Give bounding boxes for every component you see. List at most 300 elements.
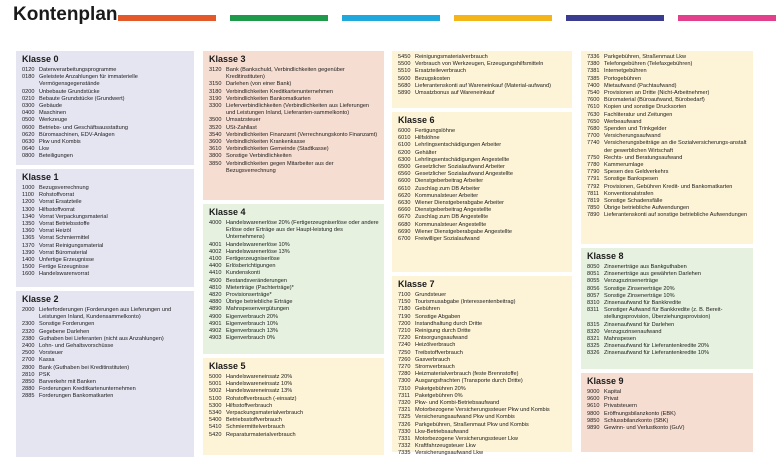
- account-name: Schmiermittelverbrauch: [226, 424, 285, 431]
- account-row: [209, 285, 379, 292]
- account-name: Mahnspesen: [604, 336, 637, 343]
- account-name: Mieterträge (Pachterträge)*: [226, 284, 294, 291]
- account-name: Wiener Dienstgeberabgabe Angestellte: [415, 228, 513, 235]
- account-number: 8315: [587, 321, 600, 328]
- account-number: 3600: [209, 139, 222, 146]
- account-number: 1300: [22, 206, 35, 213]
- account-row: [398, 342, 567, 349]
- account-row: [398, 350, 567, 357]
- account-number: 4500: [209, 277, 222, 284]
- account-name: Internetgebühren: [604, 68, 647, 75]
- account-number: 4001: [209, 241, 222, 248]
- account-row: [209, 410, 379, 417]
- account-name: Kommunalsteuer Angestellte: [415, 221, 487, 228]
- account-number: 7790: [587, 169, 600, 176]
- account-number: 1365: [22, 235, 35, 242]
- account-row: [587, 68, 748, 75]
- account-number: 4100: [209, 256, 222, 263]
- account-number: 5420: [209, 431, 222, 438]
- account-number: 5100: [209, 395, 222, 402]
- account-number: 3520: [209, 124, 222, 131]
- account-name: Verbindlichkeiten gegen Mitarbeiter aus der Bezugsverrechnung: [226, 160, 334, 174]
- account-name: Forderungen Kreditkartenunternehmen: [39, 386, 136, 393]
- account-row: [587, 119, 748, 126]
- account-name: Sonstiger Aufwand für Bankkredite (z. B. Bereit-stellungsprovision, Überziehungsprovision): [604, 307, 723, 321]
- account-class-title: Klasse 8: [587, 251, 624, 261]
- account-row: [398, 429, 567, 436]
- account-number: 7650: [587, 118, 600, 125]
- account-number: 6000: [398, 128, 411, 134]
- account-number: 0210: [22, 95, 35, 102]
- account-number: 9890: [587, 425, 600, 432]
- account-number: 6010: [398, 135, 411, 142]
- account-row: [22, 214, 189, 221]
- account-row: [398, 314, 567, 321]
- account-row: [22, 321, 189, 328]
- account-name: Reinigung durch Dritte: [415, 328, 471, 335]
- account-number: 4880: [209, 299, 222, 306]
- account-number: 7260: [398, 356, 411, 363]
- account-name: Zinsenaufwand für Darlehen: [604, 321, 675, 328]
- account-name: Büromaterial (Büroaufwand, Bürobedarf): [604, 97, 705, 104]
- account-name: Vorrat Verpackungsmaterial: [39, 213, 108, 220]
- account-name: Paketgebühren 20%: [415, 385, 466, 392]
- account-name: Sonstige Verbindlichkeiten: [226, 153, 292, 160]
- account-number: 5890: [398, 90, 411, 97]
- account-class-title: Klasse 7: [398, 279, 435, 289]
- account-name: Zuschlag zum DB Angestellte: [415, 214, 489, 221]
- account-row: [398, 76, 567, 83]
- account-number: 3190: [209, 95, 222, 102]
- account-number: 7380: [587, 61, 600, 68]
- account-name: Vorrat Schmiermittel: [39, 235, 90, 242]
- account-number: 7600: [587, 97, 600, 104]
- account-number: 7250: [398, 349, 411, 356]
- account-row: [209, 328, 379, 335]
- account-row: [209, 403, 379, 410]
- account-number: 5680: [398, 82, 411, 89]
- account-column: [581, 51, 753, 456]
- account-name: Handelswarenerlöse 13%: [226, 248, 290, 255]
- account-name: Kapital: [604, 389, 622, 395]
- account-name: Hilfsstoffvorrat: [39, 206, 75, 213]
- account-row: [398, 178, 567, 185]
- account-row: [22, 264, 189, 271]
- account-class-title: Klasse 3: [209, 54, 246, 64]
- account-row: [398, 171, 567, 178]
- account-number: 5500: [398, 61, 411, 68]
- account-row: [22, 365, 189, 372]
- account-row: [22, 393, 189, 400]
- account-name: Zinsenaufwand für Lieferantenkredite 20%: [604, 343, 710, 350]
- account-row: [22, 132, 189, 139]
- account-name: Darlehen (von einer Bank): [226, 81, 292, 88]
- account-number: 2500: [22, 350, 35, 357]
- account-name: Werbeaufwand: [604, 118, 642, 125]
- account-row: [398, 321, 567, 328]
- account-row: [209, 125, 379, 132]
- account-name: Eigenverbrauch 20%: [226, 313, 278, 320]
- account-name: Kammerumlage: [604, 162, 644, 169]
- account-number: 7310: [398, 385, 411, 392]
- account-name: Hilfsstoffverbrauch: [226, 402, 273, 409]
- account-name: Betriebsstoffverbrauch: [226, 417, 282, 424]
- account-name: Sonstige Forderungen: [39, 321, 95, 328]
- account-number: 7280: [398, 371, 411, 378]
- account-class-title: Klasse 2: [22, 294, 59, 304]
- account-name: Lieferantenskonti auf sonstige betriebliche Aufwendungen: [604, 212, 748, 219]
- color-stripe: [118, 15, 216, 21]
- account-name: Handelswarenerlöse 10%: [226, 241, 290, 248]
- account-number: 2380: [22, 335, 35, 342]
- account-number: 0640: [22, 146, 35, 153]
- account-row: [398, 335, 567, 342]
- account-number: 4002: [209, 248, 222, 255]
- account-name: Werkzeuge: [39, 117, 68, 124]
- account-name: Beteiligungen: [39, 153, 73, 160]
- account-row: [587, 97, 748, 104]
- account-name: Dienstgeberbeitrag Arbeiter: [415, 178, 484, 185]
- account-row: [209, 335, 379, 342]
- account-row: [398, 83, 567, 90]
- account-column: [392, 51, 572, 456]
- account-row: [398, 393, 567, 400]
- account-name: Vorrat Reinigungsmaterial: [39, 242, 104, 249]
- account-name: Barverkehr mit Banken: [39, 379, 96, 386]
- account-name: Fachliteratur und Zeitungen: [604, 111, 673, 118]
- account-name: Fertigerzeugniserlöse: [226, 256, 280, 263]
- account-number: 6200: [398, 149, 411, 156]
- account-name: Heizmaterialverbrauch (feste Brennstoffe): [415, 371, 519, 378]
- account-row: [22, 185, 189, 192]
- account-row: [398, 364, 567, 371]
- account-row: [209, 242, 379, 249]
- account-row: [587, 104, 748, 111]
- account-row: [209, 139, 379, 146]
- account-name: Hilfslöhne: [415, 135, 440, 142]
- account-number: 1600: [22, 271, 35, 278]
- account-name: Verbindlichkeiten Bankomatkarten: [226, 95, 311, 102]
- account-name: Wiener Dienstgeberabgabe Arbeiter: [415, 200, 504, 207]
- account-row: [587, 396, 748, 403]
- account-name: Kundenskonti: [226, 270, 260, 277]
- account-row: [209, 417, 379, 424]
- account-number: 0120: [22, 67, 35, 73]
- account-row: [22, 307, 189, 321]
- account-row: [587, 336, 748, 343]
- account-name: Versicherungsbeiträge an die Sozialversicherungs-anstalt der gewerblichen Wirtschaft: [604, 140, 747, 154]
- account-number: 7680: [587, 126, 600, 133]
- account-number: 8055: [587, 278, 600, 285]
- account-name: Portogebühren: [604, 75, 642, 82]
- account-number: 3150: [209, 81, 222, 88]
- account-row: [22, 125, 189, 132]
- account-row: [22, 67, 189, 74]
- account-row: [22, 110, 189, 117]
- account-number: 4903: [209, 335, 222, 342]
- account-name: Zinsenerträge aus gewährten Darlehen: [604, 271, 702, 278]
- account-name: Telefongebühren (Telefaxgebühren): [604, 61, 693, 68]
- account-number: 4890: [209, 306, 222, 313]
- account-row: [209, 278, 379, 285]
- account-number: 5340: [209, 410, 222, 417]
- account-name: Datenverarbeitungsprogramme: [39, 67, 117, 73]
- account-number: 7400: [587, 82, 600, 89]
- account-number: 8321: [587, 336, 600, 343]
- account-row: [587, 54, 748, 61]
- account-row: [587, 322, 748, 329]
- account-name: Bank (Guthaben bei Kreditinstituten): [39, 364, 130, 371]
- account-number: 8326: [587, 350, 600, 357]
- account-number: 9600: [587, 396, 600, 403]
- account-row: [587, 278, 748, 285]
- account-number: 7300: [398, 378, 411, 385]
- account-name: Tourismusabgabe (Interessentenbeitrag): [415, 299, 516, 306]
- account-number: 7320: [398, 400, 411, 407]
- account-row: [22, 153, 189, 160]
- account-row: [398, 150, 567, 157]
- account-name: Übrige betriebliche Aufwendungen: [604, 205, 690, 212]
- account-column: [16, 51, 194, 461]
- account-name: Unfertige Erzeugnisse: [39, 257, 95, 264]
- account-name: Gesetzlicher Sozialaufwand Arbeiter: [415, 164, 505, 171]
- account-name: Gebühren: [415, 306, 440, 313]
- account-number: 4820: [209, 292, 222, 299]
- account-number: 0500: [22, 117, 35, 124]
- account-row: [22, 379, 189, 386]
- account-row: [398, 128, 567, 135]
- color-stripe: [566, 15, 664, 21]
- account-name: USt-Zahllast: [226, 124, 257, 131]
- account-name: Bank (Bankschuld, Verbindlichkeiten gegenüber Kreditinstituten): [226, 67, 345, 81]
- account-name: Zuschlag zum DB Arbeiter: [415, 185, 480, 192]
- account-name: Heizölverbrauch: [415, 342, 456, 349]
- account-name: Eigenverbrauch 0%: [226, 335, 275, 342]
- account-number: 3540: [209, 131, 222, 138]
- account-name: Motorbezogene Versicherungssteuer Pkw und Kombis: [415, 407, 550, 414]
- account-row: [209, 161, 379, 175]
- account-number: 7332: [398, 443, 411, 450]
- account-name: Verbindlichkeiten Finanzamt (Verrechnungskonto Finanzamt): [226, 131, 378, 138]
- account-row: [398, 386, 567, 393]
- account-name: Gegebene Darlehen: [39, 328, 90, 335]
- account-row: [398, 443, 567, 450]
- account-name: Ausgangsfrachten (Transporte durch Dritte): [415, 378, 523, 385]
- account-name: Eigenverbrauch 13%: [226, 328, 278, 335]
- account-number: 1370: [22, 242, 35, 249]
- account-class-box: [16, 169, 194, 287]
- account-name: Parkgebühren, Straßenmaut Pkw und Kombis: [415, 421, 529, 428]
- account-number: 7750: [587, 154, 600, 161]
- color-stripe: [678, 15, 776, 21]
- account-row: [209, 388, 379, 395]
- account-name: Gewinn- und Verlustkonto (GuV): [604, 425, 685, 432]
- account-number: 2850: [22, 379, 35, 386]
- account-class-box: [581, 373, 753, 452]
- account-name: Sonstige Zinsenerträge 20%: [604, 285, 675, 292]
- account-number: 7335: [398, 450, 411, 457]
- account-number: 8056: [587, 285, 600, 292]
- account-number: 8325: [587, 343, 600, 350]
- account-row: [398, 157, 567, 164]
- account-number: 7780: [587, 162, 600, 169]
- account-name: Verbindlichkeiten Krankenkasse: [226, 139, 306, 146]
- account-number: 7240: [398, 342, 411, 349]
- account-row: [209, 396, 379, 403]
- account-row: [587, 90, 748, 97]
- account-number: 5410: [209, 424, 222, 431]
- account-number: 6610: [398, 185, 411, 192]
- account-row: [398, 90, 567, 97]
- account-row: [587, 271, 748, 278]
- color-stripes: [118, 15, 776, 21]
- account-name: Büromaschinen, EDV-Anlagen: [39, 131, 115, 138]
- account-class-box: [392, 112, 572, 272]
- account-row: [22, 103, 189, 110]
- account-row: [587, 76, 748, 83]
- account-number: 6600: [398, 178, 411, 185]
- account-number: 6630: [398, 200, 411, 207]
- account-row: [209, 314, 379, 321]
- account-row: [22, 199, 189, 206]
- account-name: Forderungen Bankomatkarten: [39, 393, 114, 400]
- account-name: Eigenverbrauch 10%: [226, 320, 278, 327]
- account-name: Rohstoffvorrat: [39, 192, 75, 199]
- account-row: [22, 243, 189, 250]
- account-number: 8057: [587, 292, 600, 299]
- account-name: Provisionserträge*: [226, 292, 272, 299]
- account-row: [587, 83, 748, 90]
- account-column: [203, 51, 384, 459]
- account-name: Kopien und sonstige Drucksorten: [604, 104, 687, 111]
- account-name: Sonstige Bankspesen: [604, 176, 659, 183]
- account-row: [22, 250, 189, 257]
- account-row: [209, 256, 379, 263]
- account-name: Bestandsveränderungen: [226, 277, 287, 284]
- account-number: 3800: [209, 153, 222, 160]
- account-number: 1340: [22, 213, 35, 220]
- account-row: [209, 146, 379, 153]
- account-name: Lkw-Betriebsaufwand: [415, 428, 469, 435]
- account-class-continuation: [581, 51, 753, 244]
- account-name: Verzugszinsenaufwand: [604, 328, 662, 335]
- account-row: [22, 192, 189, 199]
- account-row: [398, 200, 567, 207]
- account-name: Lkw: [39, 146, 49, 153]
- account-name: Privatsteuern: [604, 403, 637, 410]
- account-name: Motorbezogene Versicherungssteuer Lkw: [415, 436, 518, 443]
- account-row: [209, 132, 379, 139]
- account-name: Vorrat Heizöl: [39, 228, 72, 235]
- account-name: Handelswarenvorrat: [39, 271, 90, 278]
- account-row: [587, 205, 748, 212]
- account-number: 7331: [398, 436, 411, 443]
- account-row: [22, 207, 189, 214]
- account-row: [587, 61, 748, 68]
- account-row: [22, 336, 189, 343]
- account-row: [209, 306, 379, 313]
- account-name: Instandhaltung durch Dritte: [415, 320, 483, 327]
- account-number: 8311: [587, 307, 600, 314]
- account-row: [398, 186, 567, 193]
- account-row: [587, 286, 748, 293]
- account-row: [22, 89, 189, 96]
- account-number: 1100: [22, 192, 35, 199]
- account-row: [209, 263, 379, 270]
- account-row: [587, 329, 748, 336]
- account-class-title: Klasse 5: [209, 361, 246, 371]
- account-number: 6660: [398, 207, 411, 214]
- account-name: Versicherungsaufwand Lkw: [415, 450, 484, 457]
- account-row: [587, 343, 748, 350]
- account-number: 9610: [587, 403, 600, 410]
- account-row: [22, 146, 189, 153]
- account-row: [22, 96, 189, 103]
- account-row: [587, 403, 748, 410]
- account-name: Fertige Erzeugnisse: [39, 264, 89, 271]
- account-class-title: Klasse 1: [22, 172, 59, 182]
- account-number: 4901: [209, 320, 222, 327]
- account-name: Guthaben bei Lieferanten (nicht aus Anzahlungen): [39, 335, 164, 342]
- account-row: [398, 164, 567, 171]
- account-row: [587, 176, 748, 183]
- account-number: 7150: [398, 299, 411, 306]
- account-number: 0600: [22, 124, 35, 131]
- account-row: [587, 191, 748, 198]
- account-name: Gesetzlicher Sozialaufwand Angestellte: [415, 171, 513, 178]
- account-number: 8320: [587, 328, 600, 335]
- account-number: 3300: [209, 103, 222, 110]
- account-number: 5002: [209, 388, 222, 395]
- account-row: [209, 249, 379, 256]
- account-row: [22, 357, 189, 364]
- account-name: Lehrlingsentschädigungen Angestellte: [415, 156, 510, 163]
- account-name: Pkw und Kombis: [39, 139, 81, 146]
- account-row: [398, 142, 567, 149]
- account-row: [398, 371, 567, 378]
- account-name: Gehälter: [415, 149, 437, 156]
- account-name: Eröffnungsbilanzkonto (EBK): [604, 410, 676, 417]
- account-row: [587, 155, 748, 162]
- account-class-box: [581, 248, 753, 369]
- account-number: 2320: [22, 328, 35, 335]
- account-row: [398, 306, 567, 313]
- account-class-box: [16, 51, 194, 165]
- account-number: 2880: [22, 386, 35, 393]
- account-name: Umsatzsteuer: [226, 117, 261, 124]
- account-row: [587, 293, 748, 300]
- account-row: [398, 214, 567, 221]
- account-name: Lohn- und Gehaltsvorschüsse: [39, 343, 114, 350]
- account-name: Vorrat Ersatzteile: [39, 199, 82, 206]
- account-number: 1500: [22, 264, 35, 271]
- account-number: 9000: [587, 389, 600, 395]
- account-name: Provisionen an Dritte (Nicht-Arbeitnehmer): [604, 90, 710, 97]
- account-class-box: [203, 51, 384, 200]
- account-row: [22, 221, 189, 228]
- account-row: [398, 450, 567, 457]
- account-row: [398, 61, 567, 68]
- account-row: [209, 153, 379, 160]
- account-row: [398, 328, 567, 335]
- account-number: 9800: [587, 410, 600, 417]
- account-name: Kraftfahrzeugsteuer Lkw: [415, 443, 476, 450]
- account-row: [209, 96, 379, 103]
- account-number: 7890: [587, 212, 600, 219]
- account-number: 7311: [398, 392, 411, 399]
- account-name: Handelswareneinsatz 13%: [226, 388, 293, 395]
- account-name: Pkw- und Kombi-Betriebsaufwand: [415, 400, 500, 407]
